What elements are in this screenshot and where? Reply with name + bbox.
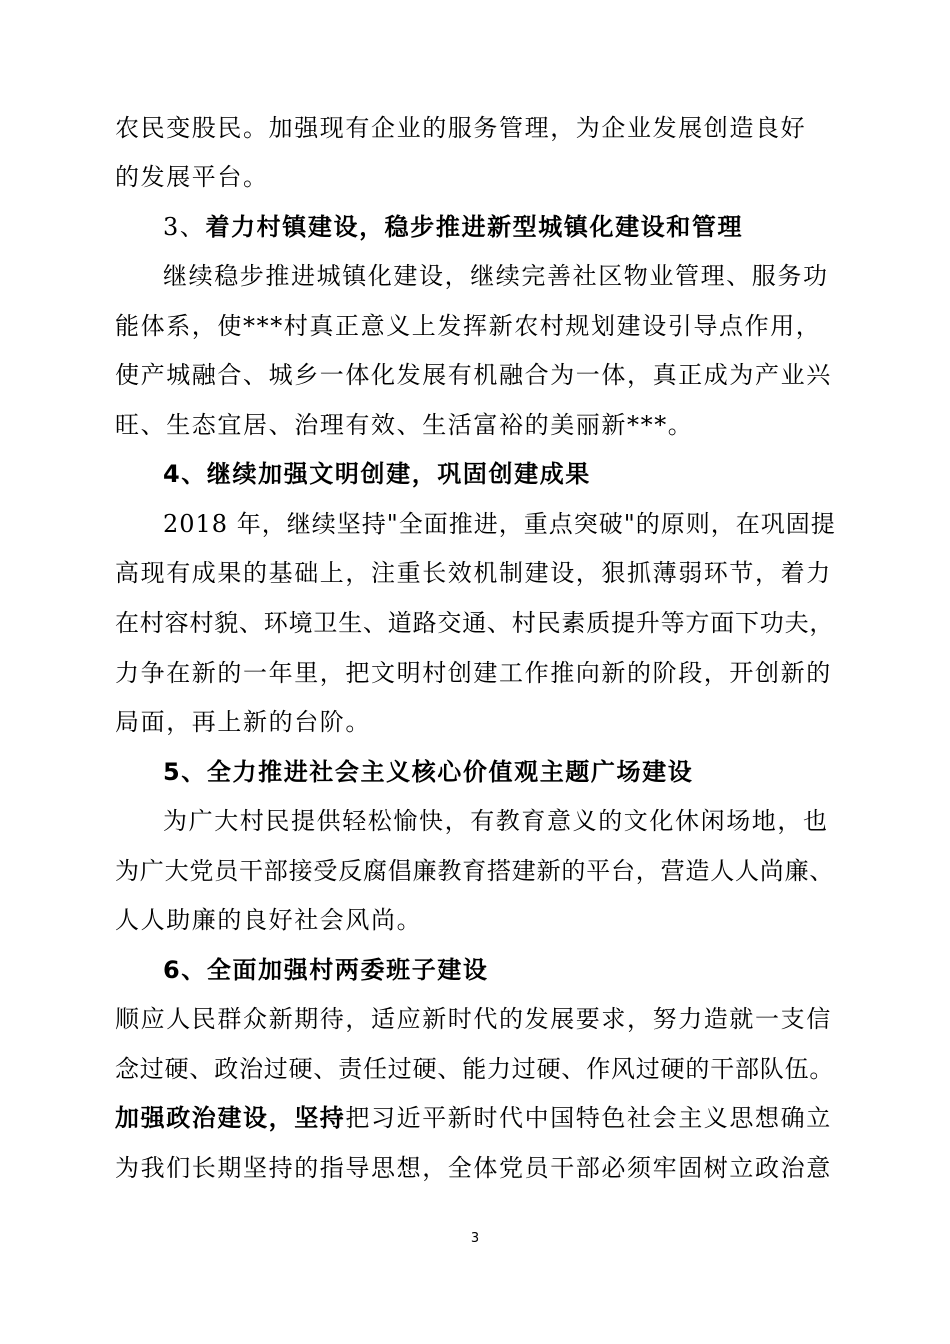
body-line: 力争在新的一年里，把文明村创建工作推向新的阶段，开创新的 (115, 659, 832, 687)
section-heading-3 (163, 212, 743, 242)
section-heading-5: 5、全力推进社会主义核心价值观主题广场建设 (163, 758, 694, 786)
body-line: 农民变股民。加强现有企业的服务管理，为企业发展创造良好 (115, 114, 807, 142)
body-line: 人人助廉的良好社会风尚。 (115, 906, 423, 934)
body-line: 高现有成果的基础上，注重长效机制建设，狠抓薄弱环节，着力 (115, 559, 832, 587)
body-line: 念过硬、政治过硬、责任过硬、能力过硬、作风过硬的干部队伍。 (115, 1055, 835, 1083)
section-heading-4: 4、继续加强文明创建，巩固创建成果 (163, 460, 591, 488)
body-line: 旺、生态宜居、治理有效、生活富裕的美丽新***。 (115, 411, 694, 439)
bold-lead-text: 加强政治建设，坚持 (115, 1104, 346, 1132)
body-text: 把习近平新时代中国特色社会主义思想确立 (345, 1104, 832, 1132)
body-line: 在村容村貌、环境卫生、道路交通、村民素质提升等方面下功夫， (115, 609, 835, 637)
page-number: 3 (470, 1231, 480, 1246)
heading-text: 着力村镇建设，稳步推进新型城镇化建设和管理 (205, 213, 744, 241)
body-line: 为我们长期坚持的指导思想，全体党员干部必须牢固树立政治意 (115, 1154, 832, 1182)
heading-number: 3、 (163, 213, 206, 241)
body-line: 继续稳步推进城镇化建设，继续完善社区物业管理、服务功 (163, 262, 829, 290)
body-line: 2018 年，继续坚持"全面推进，重点突破"的原则，在巩固提 (163, 510, 836, 538)
body-line (115, 1103, 832, 1133)
body-line: 的发展平台。 (115, 163, 269, 191)
body-line: 为广大党员干部接受反腐倡廉教育搭建新的平台，营造人人尚廉、 (115, 857, 835, 885)
section-heading-6: 6、全面加强村两委班子建设 (163, 956, 489, 984)
body-line: 使产城融合、城乡一体化发展有机融合为一体，真正成为产业兴 (115, 361, 832, 389)
body-line: 为广大村民提供轻松愉快，有教育意义的文化休闲场地，也 (163, 807, 829, 835)
body-line: 顺应人民群众新期待，适应新时代的发展要求，努力造就一支信 (115, 1005, 832, 1033)
body-line: 局面，再上新的台阶。 (115, 708, 371, 736)
body-line: 能体系，使***村真正意义上发挥新农村规划建设引导点作用， (115, 312, 822, 340)
